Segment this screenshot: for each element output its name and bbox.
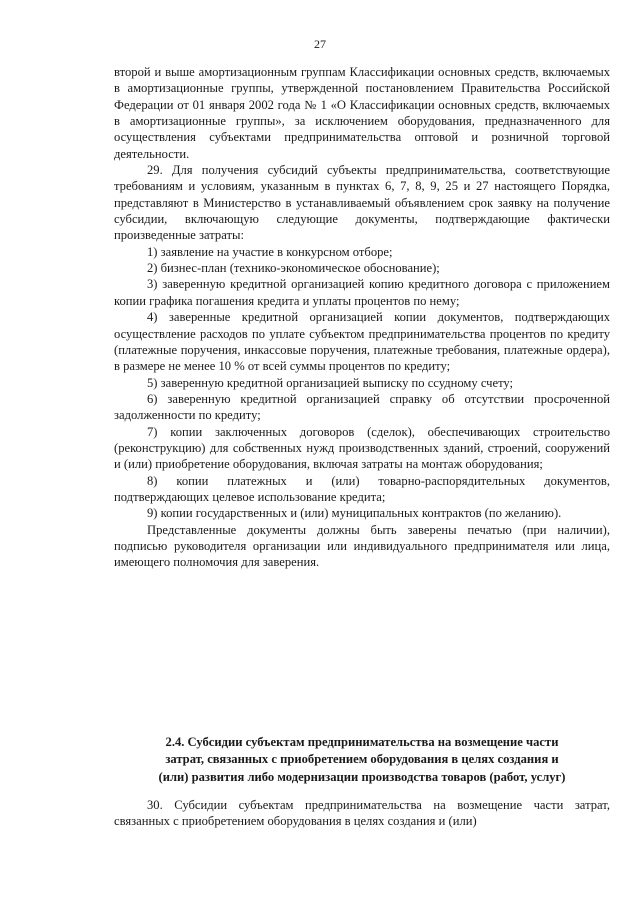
- list-item-7: 7) копии заключенных договоров (сделок), обеспечивающих строительство (реконструкцию) для собственных нужд производственных зданий, строений, сооружений и (или) приобретение оборудования, включая затраты на монтаж оборудования;: [114, 424, 610, 472]
- list-item-5: 5) заверенную кредитной организацией выписку по ссудному счету;: [147, 375, 514, 390]
- section-heading: [114, 734, 610, 786]
- list-item-3: 3) заверенную кредитной организацией копию кредитного договора с приложением копии графика погашения кредита и уплаты процентов по нему;: [114, 277, 610, 308]
- page-number: 27: [314, 37, 326, 51]
- paragraph-certification: Представленные документы должны быть заверены печатью (при наличии), подписью руководителя организации или индивидуального предпринимателя или лица, имеющего полномочия для заверения.: [114, 522, 610, 570]
- heading-line-3: (или) развития либо модернизации производства товаров (работ, услуг): [158, 769, 566, 784]
- paragraph-continuation: второй и выше амортизационным группам Классификации основных средств, включаемых в амортизационные группы, утвержденной постановлением Правительства Российской Федерации от 01 января 2002 года № 1 «О Классификации основных средств, включаемых в амортизационные группы», за исключением оборудования, предназначенного для осуществления субъектами предпринимательства оптовой и розничной торговой деятельности.: [114, 65, 610, 161]
- paragraph-29: 29. Для получения субсидий субъекты предпринимательства, соответствующие требованиям и условиям, указанным в пунктах 6, 7, 8, 9, 25 и 27 настоящего Порядка, представляют в Министерство в устанавливаемый объявлением срок заявку на получение субсидии, включающую следующие документы, подтверждающие фактически произведенные затраты:: [114, 163, 610, 243]
- list-item-6: 6) заверенную кредитной организацией справку об отсутствии просроченной задолженности по кредиту;: [114, 391, 610, 423]
- heading-line-2: затрат, связанных с приобретением оборудования в целях создания и: [165, 752, 559, 767]
- list-item-9: 9) копии государственных и (или) муниципальных контрактов (по желанию).: [147, 506, 562, 521]
- body-text: [114, 64, 610, 571]
- list-item-1: 1) заявление на участие в конкурсном отборе;: [147, 244, 393, 259]
- list-item-2: 2) бизнес-план (технико-экономическое обоснование);: [147, 261, 440, 276]
- list-item-4: 4) заверенные кредитной организацией копии документов, подтверждающих осуществление расходов по уплате субъектом предпринимательства процентов по кредиту (платежные поручения, инкассовые поручения, платежные требования, платежные ордера), в размере не менее 10 % от всей суммы процентов по кредиту;: [114, 310, 610, 374]
- paragraph-30: 30. Субсидии субъектам предпринимательства на возмещение части затрат, связанных с приобретением оборудования в целях создания и (или): [114, 798, 610, 829]
- section-body: [114, 797, 610, 830]
- list-item-8: 8) копии платежных и (или) товарно-распорядительных документов, подтверждающих целевое использование кредита;: [114, 473, 610, 504]
- heading-line-1: 2.4. Субсидии субъектам предпринимательства на возмещение части: [165, 735, 559, 749]
